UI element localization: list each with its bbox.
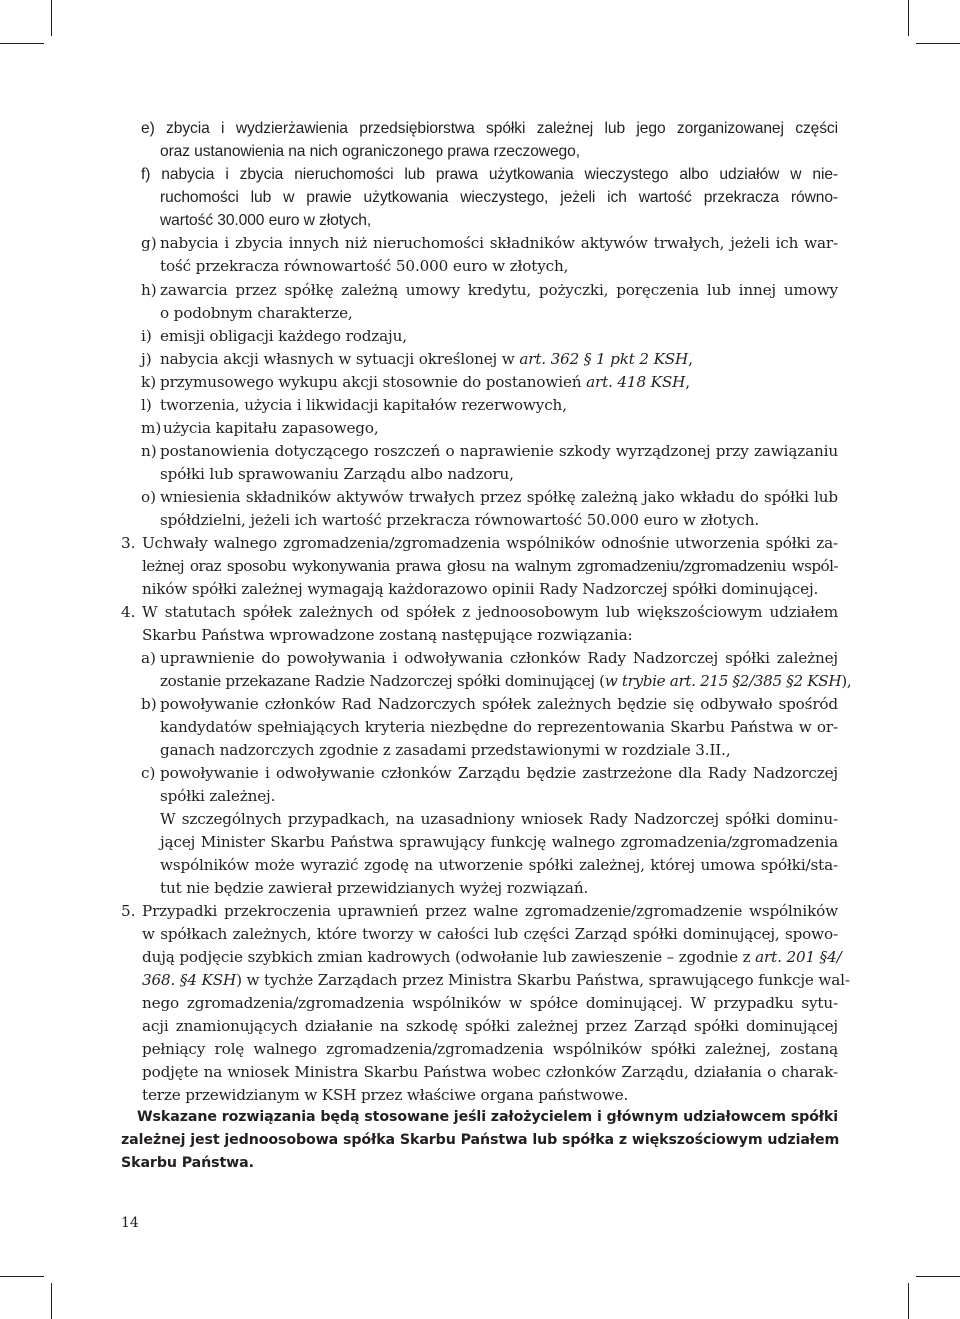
item-n-label: n) [141, 442, 157, 460]
item-h-line-1: zawarcia przez spółkę zależną umowy kredytu, pożyczki, poręczenia lub innej umowy [160, 281, 838, 299]
point-5-text: dują podjęcie szybkich zmian kadrowych (odwołanie lub zawieszenie – zgodnie z [142, 948, 756, 966]
item-m-label: m) [141, 419, 162, 437]
item-a-tail: ), [841, 672, 852, 690]
point-3-line-1: Uchwały walnego zgromadzenia/zgromadzenia wspólników odnośnie utworzenia spółki za- [142, 534, 838, 552]
summary-line-2: zależnej jest jednoosobowa spółka Skarbu Państwa lub spółka z większościowym udziałem [121, 1132, 840, 1148]
item-k-citation: art. 418 KSH [586, 373, 686, 391]
item-o-label: o) [141, 488, 157, 506]
item-c-line-2: spółki zależnej. [160, 787, 276, 805]
item-a-text: zostanie przekazane Radzie Nadzorczej spółki dominującej ( [160, 672, 605, 690]
item-i-line-1: emisji obligacji każdego rodzaju, [160, 327, 407, 345]
summary-line-1: Wskazane rozwiązania będą stosowane jeśli założycielem i głównym udziałowcem spółki [137, 1109, 839, 1125]
item-k-text: przymusowego wykupu akcji stosownie do postanowień [160, 373, 587, 391]
item-f-line-3: wartość 30.000 euro w złotych, [160, 212, 372, 229]
item-j-label: j) [141, 350, 152, 368]
point-5-text-cont: ) w tychże Zarządach przez Ministra Skarbu Państwa, sprawującego funkcje wal- [236, 971, 850, 989]
point-5-line-8: podjęte na wniosek Ministra Skarbu Państwa wobec członków Zarządu, działania o charak- [142, 1063, 838, 1081]
item-j-text: nabycia akcji własnych w sytuacji określonej w [160, 350, 520, 368]
item-c-line-6: tut nie będzie zawierał przewidzianych wyżej rozwiązań. [160, 879, 589, 897]
point-5-line-2: w spółkach zależnych, które tworzy w całości lub części Zarząd spółki dominującej, spowo- [142, 925, 838, 943]
item-g-label: g) [141, 234, 157, 252]
summary-line-3: Skarbu Państwa. [121, 1155, 254, 1171]
item-g-line-1: nabycia i zbycia innych niż nieruchomości składników aktywów trwałych, jeżeli ich war- [160, 234, 838, 252]
item-n-line-1: postanowienia dotyczącego roszczeń o naprawienie szkody wyrządzonej przy zawiązaniu [160, 442, 838, 460]
item-o-line-1: wniesienia składników aktywów trwałych przez spółkę zależną jako wkładu do spółki lub [160, 488, 838, 506]
item-j-citation: art. 362 § 1 pkt 2 KSH [519, 350, 689, 368]
item-h-label: h) [141, 281, 157, 299]
point-5-line-1: Przypadki przekroczenia uprawnień przez walne zgromadzenie/zgromadzenie wspólników [142, 902, 838, 920]
point-3-label: 3. [121, 534, 136, 552]
item-f-line-1: f) nabycia i zbycia nieruchomości lub prawa użytkowania wieczystego albo udziałów w nie- [141, 166, 838, 183]
item-e-line-2: oraz ustanowienia na nich ograniczonego prawa rzeczowego, [160, 143, 580, 160]
item-b-label: b) [141, 695, 157, 713]
item-k-line-1 [160, 371, 690, 394]
item-l-line-1: tworzenia, użycia i likwidacji kapitałów rezerwowych, [160, 396, 567, 414]
item-g-line-2: tość przekracza równowartość 50.000 euro w złotych, [160, 257, 569, 275]
item-c-line-1: powoływanie i odwoływanie członków Zarządu będzie zastrzeżone dla Rady Nadzorczej [160, 764, 838, 782]
item-j-line-1 [160, 348, 693, 371]
point-4-line-2: Skarbu Państwa wprowadzone zostaną następujące rozwiązania: [142, 626, 633, 644]
item-j-tail: , [688, 350, 693, 368]
item-a-citation: w trybie art. 215 §2/385 §2 KSH [604, 672, 842, 690]
item-a-line-2 [160, 670, 851, 693]
item-l-label: l) [141, 396, 152, 414]
item-n-line-2: spółki lub sprawowaniu Zarządu albo nadzoru, [160, 465, 514, 483]
item-a-line-1: uprawnienie do powoływania i odwoływania członków Rady Nadzorczej spółki zależnej [160, 649, 838, 667]
item-h-line-2: o podobnym charakterze, [160, 304, 353, 322]
point-3-line-3: ników spółki zależnej wymagają każdorazowo opinii Rady Nadzorczej spółki dominującej. [142, 580, 819, 598]
point-5-line-4 [142, 969, 850, 992]
point-5-line-5: nego zgromadzenia/zgromadzenia wspólników w spółce dominującej. W przypadku sytu- [142, 994, 838, 1012]
point-5-line-7: pełniący rolę walnego zgromadzenia/zgromadzenia wspólników spółki zależnej, zostaną [142, 1040, 838, 1058]
item-b-line-3: ganach nadzorczych zgodnie z zasadami przedstawionymi w rozdziale 3.II., [160, 741, 731, 759]
point-4-label: 4. [121, 603, 136, 621]
point-5-label: 5. [121, 902, 136, 920]
item-c-line-3: W szczególnych przypadkach, na uzasadniony wniosek Rady Nadzorczej spółki dominu- [160, 810, 838, 828]
point-3-line-2: leżnej oraz sposobu wykonywania prawa głosu na walnym zgromadzeniu/zgromadzeniu wspól- [142, 557, 838, 575]
item-e-line-1: e) zbycia i wydzierżawienia przedsiębiorstwa spółki zależnej lub jego zorganizowanej części [141, 120, 838, 137]
point-4-line-1: W statutach spółek zależnych od spółek z jednoosobowym lub większościowym udziałem [142, 603, 838, 621]
item-a-label: a) [141, 649, 156, 667]
item-k-tail: , [685, 373, 690, 391]
item-c-line-5: wspólników może wyrazić zgodę na utworzenie spółki zależnej, której umowa spółki/sta- [160, 856, 838, 874]
item-b-line-1: powoływanie członków Rad Nadzorczych spółek zależnych będzie się odbywało spośród [160, 695, 838, 713]
item-i-label: i) [141, 327, 152, 345]
item-o-line-2: spółdzielni, jeżeli ich wartość przekracza równowartość 50.000 euro w złotych. [160, 511, 760, 529]
item-f-line-2: ruchomości lub w prawie użytkowania wieczystego, jeżeli ich wartość przekracza równo- [160, 189, 838, 206]
item-c-line-4: jącej Minister Skarbu Państwa sprawujący funkcję walnego zgromadzenia/zgromadzenia [160, 833, 838, 851]
point-5-line-3 [142, 946, 842, 969]
point-5-citation: art. 201 §4/ [755, 948, 842, 966]
item-c-label: c) [141, 764, 156, 782]
point-5-citation-cont: 368. §4 KSH [142, 971, 237, 989]
item-m-line-1: użycia kapitału zapasowego, [163, 419, 379, 437]
page-number: 14 [121, 1215, 139, 1231]
item-b-line-2: kandydatów spełniających kryteria niezbędne do reprezentowania Skarbu Państwa w or- [160, 718, 838, 736]
point-5-line-9: terze przewidzianym w KSH przez właściwe organa państwowe. [142, 1086, 629, 1104]
item-k-label: k) [141, 373, 157, 391]
point-5-line-6: acji znamionujących działanie na szkodę spółki zależnej przez Zarząd spółki dominującej [142, 1017, 838, 1035]
